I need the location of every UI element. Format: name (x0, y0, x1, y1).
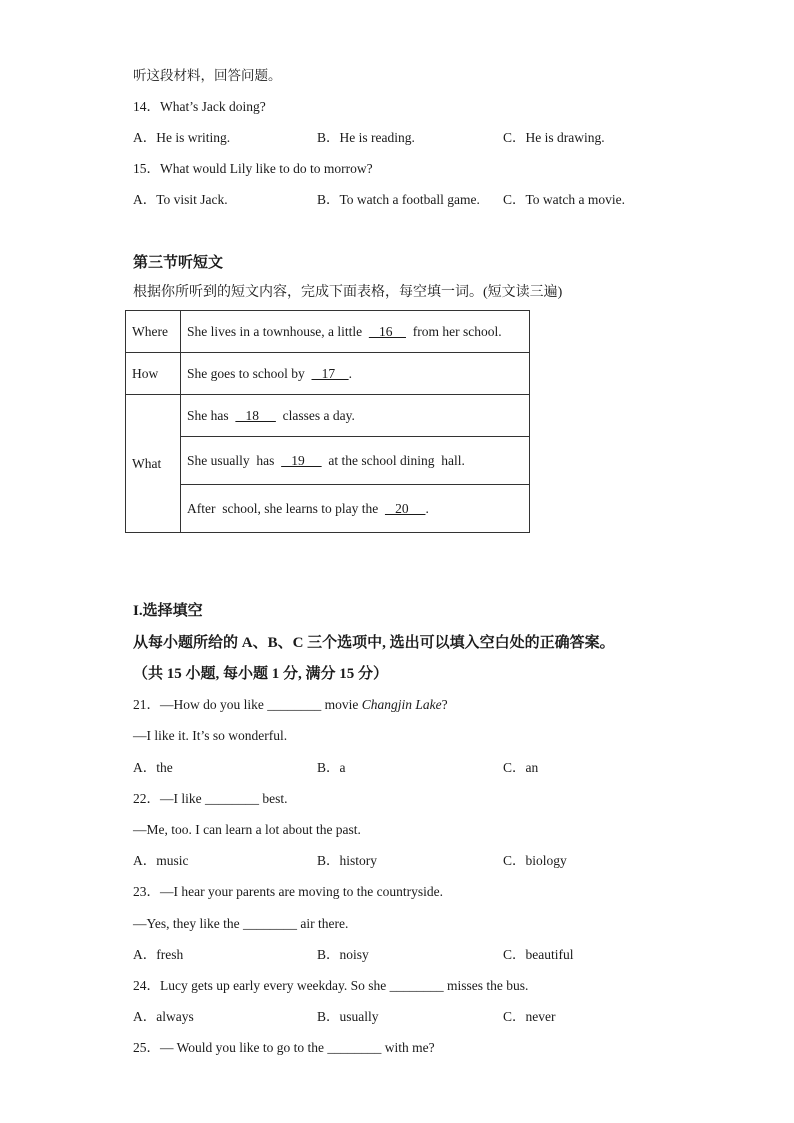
q21-option-c: C．an (503, 760, 539, 775)
part1-instruction-1: 从每小题所给的 A、B、C 三个选项中, 选出可以填入空白处的正确答案。 (133, 635, 615, 651)
section3-title: 第三节听短文 (133, 255, 224, 271)
q22-option-a: A．music (133, 853, 189, 868)
what2-text: She usually has (187, 452, 282, 468)
q14-option-a: A．He is writing. (133, 130, 231, 145)
where-text-end: from her school. (405, 323, 502, 339)
part1-instruction-2: （共 15 小题, 每小题 1 分, 满分 15 分） (133, 666, 389, 682)
what-cell-2 (181, 437, 530, 485)
question-24: 24．Lucy gets up early every weekday. So she ________ misses the bus. (133, 978, 529, 993)
q24-option-a: A．always (133, 1009, 194, 1024)
how-label: How (126, 353, 181, 395)
what1-text: She has (187, 407, 236, 423)
question-23: 23．—I hear your parents are moving to the countryside. (133, 884, 444, 899)
question-22: 22．—I like ________ best. (133, 791, 288, 806)
what1-text-end: classes a day. (275, 407, 355, 423)
question-21 (133, 696, 448, 714)
where-cell (181, 311, 530, 353)
question-25: 25．— Would you like to go to the ________ with me? (133, 1040, 435, 1055)
blank-20[interactable]: 20 (384, 500, 426, 516)
q22-reply: —Me, too. I can learn a lot about the past. (133, 822, 361, 837)
q24-option-c: C．never (503, 1009, 556, 1024)
q23-option-a: A．fresh (133, 947, 184, 962)
q21-option-b: B．a (317, 760, 346, 775)
listening-table (125, 310, 530, 533)
what-label: What (126, 395, 181, 533)
q23-option-c: C．beautiful (503, 947, 574, 962)
how-text-end: . (348, 365, 352, 381)
part1-title: I.选择填空 (133, 603, 203, 619)
section3-instruction: 根据你所听到的短文内容，完成下面表格，每空填一词。(短文读三遍) (133, 285, 563, 300)
table-row (126, 437, 530, 485)
q15-option-c: C．To watch a movie. (503, 192, 626, 207)
question-14: 14．What’s Jack doing? (133, 99, 266, 114)
blank-17[interactable]: 17 (311, 365, 349, 381)
where-text: She lives in a townhouse, a little (187, 323, 369, 339)
table-row (126, 395, 530, 437)
q23-option-b: B．noisy (317, 947, 369, 962)
what-cell-1 (181, 395, 530, 437)
where-label: Where (126, 311, 181, 353)
q15-option-a: A．To visit Jack. (133, 192, 228, 207)
q23-reply: —Yes, they like the ________ air there. (133, 916, 349, 931)
how-text: She goes to school by (187, 365, 312, 381)
listening-intro: 听这段材料，回答问题。 (133, 68, 282, 83)
what-cell-3 (181, 485, 530, 533)
blank-19[interactable]: 19 (281, 452, 322, 468)
q22-option-b: B．history (317, 853, 378, 868)
q21-option-a: A．the (133, 760, 173, 775)
table-row (126, 485, 530, 533)
q15-option-b: B．To watch a football game. (317, 192, 480, 207)
blank-18[interactable]: 18 (235, 407, 276, 423)
table-row (126, 353, 530, 395)
what3-text-end: . (425, 500, 429, 516)
how-cell (181, 353, 530, 395)
q24-option-b: B．usually (317, 1009, 379, 1024)
q22-option-c: C．biology (503, 853, 567, 868)
what2-text-end: at the school dining hall. (321, 452, 465, 468)
q14-option-b: B．He is reading. (317, 130, 415, 145)
table-row (126, 311, 530, 353)
q21-text-end: ? (441, 697, 448, 712)
q21-movie-title: Changjin Lake (361, 697, 442, 712)
what3-text: After school, she learns to play the (187, 500, 385, 516)
q21-reply: —I like it. It’s so wonderful. (133, 728, 288, 743)
blank-16[interactable]: 16 (368, 323, 406, 339)
q14-option-c: C．He is drawing. (503, 130, 605, 145)
q21-text: 21．—How do you like ________ movie (133, 697, 362, 712)
question-15: 15．What would Lily like to do to morrow? (133, 161, 373, 176)
